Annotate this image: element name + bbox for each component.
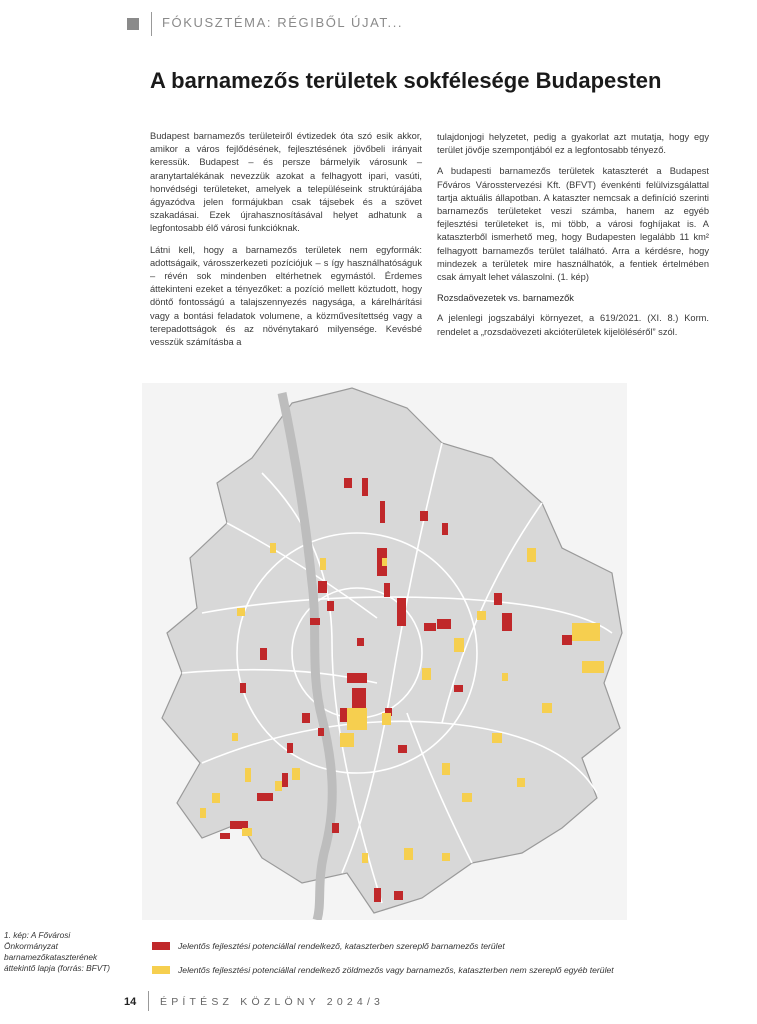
subheading: Rozsdaövezetek vs. barnamezők xyxy=(437,293,574,304)
other-development-area xyxy=(320,558,326,570)
other-development-area xyxy=(382,558,387,566)
brownfield-area xyxy=(260,648,267,660)
brownfield-area xyxy=(287,743,293,753)
brownfield-area xyxy=(384,583,390,597)
brownfield-area xyxy=(424,623,436,631)
other-development-area xyxy=(502,673,508,681)
brownfield-area xyxy=(230,821,248,829)
paragraph: Látni kell, hogy a barnamezős területek nem egyformák: adottságaik, városszerkezeti pozíciójuk – s így használhatóságuk – révén sok mindenben eltérhetnek egymástól. Érdemes áttekinteni ezeket a tényezőket: a pozíció mellett köztudott, hogy döntő fontosságú a talajszennyezés nagysága, a kárelhárítási vagy a bontási feladatok volumene, a közművesítettség vagy a terepadottságok és az növénytakaró milyensége. Kevésbé vesszük számításba a xyxy=(150,244,422,348)
other-development-area xyxy=(292,768,300,780)
other-development-area xyxy=(200,808,206,818)
brownfield-area xyxy=(220,833,230,839)
right-column xyxy=(437,131,709,347)
brownfield-area xyxy=(340,708,348,722)
other-development-area xyxy=(527,548,536,562)
brownfield-area xyxy=(310,618,320,625)
brownfield-area xyxy=(442,523,448,535)
budapest-brownfield-map xyxy=(142,383,627,920)
other-development-area xyxy=(477,611,486,620)
other-development-area xyxy=(454,638,464,652)
brownfield-area xyxy=(257,793,273,801)
header-divider xyxy=(151,12,152,36)
brownfield-area xyxy=(420,511,428,521)
brownfield-area xyxy=(397,598,406,626)
other-development-area xyxy=(542,703,552,713)
legend-swatch-yellow xyxy=(152,966,170,974)
legend-label: Jelentős fejlesztési potenciállal rendelkező, kataszterben szereplő barnamezős terület xyxy=(178,941,505,951)
brownfield-area xyxy=(374,888,381,902)
other-development-area xyxy=(347,708,367,730)
brownfield-area xyxy=(344,478,352,488)
brownfield-area xyxy=(332,823,339,833)
left-column xyxy=(150,130,422,357)
paragraph: A jelenlegi jogszabályi környezet, a 619/2021. (XI. 8.) Korm. rendelet a „rozsdaövezeti akcióterületek kijelöléséről” szól. xyxy=(437,313,709,337)
brownfield-area xyxy=(362,478,368,496)
brownfield-area xyxy=(380,501,385,523)
footer-divider xyxy=(148,991,149,1011)
other-development-area xyxy=(492,733,502,743)
other-development-area xyxy=(245,768,251,782)
other-development-area xyxy=(442,853,450,861)
other-development-area xyxy=(572,623,600,641)
brownfield-area xyxy=(282,773,288,787)
brownfield-area xyxy=(347,673,367,683)
figure-caption: 1. kép: A Fővárosi Önkormányzat barnamezőkataszterének áttekintő lapja (forrás: BFVT) xyxy=(4,930,111,973)
paragraph: tulajdonjogi helyzetet, pedig a gyakorlat azt mutatja, hogy egy terület jövője szempontjából ez a legfontosabb tényező. xyxy=(437,132,709,156)
other-development-area xyxy=(442,763,450,775)
brownfield-area xyxy=(240,683,246,693)
other-development-area xyxy=(422,668,431,680)
brownfield-area xyxy=(318,581,327,593)
other-development-area xyxy=(237,608,245,616)
brownfield-area xyxy=(327,601,334,611)
other-development-area xyxy=(382,713,391,725)
section-header: FÓKUSZTÉMA: RÉGIBŐL ÚJAT... xyxy=(162,15,404,30)
legend-swatch-red xyxy=(152,942,170,950)
brownfield-area xyxy=(562,635,572,645)
other-development-area xyxy=(270,543,276,553)
legend-item-brownfield xyxy=(152,941,505,951)
other-development-area xyxy=(582,661,604,673)
legend-label: Jelentős fejlesztési potenciállal rendelkező zöldmezős vagy barnamezős, kataszterben nem szereplő egyéb terület xyxy=(178,965,614,975)
brownfield-area xyxy=(502,613,512,631)
other-development-area xyxy=(212,793,220,803)
paragraph: Budapest barnamezős területeiről évtizedek óta szó esik akkor, amikor a város fejlődésének, fejlesztésének jövőbeli irányait keressük. Budapest – és persze bármelyik városunk – aranytartalékának nevezzük azokat a felhagyott ipari, vasúti, honvédségi területeket, amelyek a településeink struktúrájába ágyazódva jelen formájukban csak tájsebek és a szövet szakadásai. Ezek újrahasznosításával helyet adhatunk a legfontosabb élő városi funkcióknak. xyxy=(150,131,422,234)
publication-name: ÉPÍTÉSZ KÖZLÖNY 2024/3 xyxy=(160,996,385,1008)
brownfield-area xyxy=(394,891,403,900)
paragraph: A budapesti barnamezős területek kataszterét a Budapest Főváros Városstervezési Kft. (BFVT) évenkénti felülvizsgálattal tartja aktuális állapotban. A kataszter nemcsak a definíció szerinti barnamezős területeket veszi számba, hanem az egyéb fejlesztési területeket is, mi több, a városi foghíjakat is. A kataszterből ismerhető meg, hogy Budapesten legalább 11 km² felhagyott barnamezős terület található. Arra a kérdésre, hogy mindezek a területek mire használhatók, a fentiek értelmében csak ámyalt lehet válaszolni. (1. kép) xyxy=(437,166,709,283)
other-development-area xyxy=(275,781,282,791)
brownfield-area xyxy=(318,728,324,736)
brownfield-area xyxy=(398,745,407,753)
legend-item-other xyxy=(152,965,614,975)
other-development-area xyxy=(404,848,413,860)
brownfield-area xyxy=(454,685,463,692)
brownfield-area xyxy=(494,593,502,605)
other-development-area xyxy=(462,793,472,802)
other-development-area xyxy=(232,733,238,741)
other-development-area xyxy=(340,733,354,747)
other-development-area xyxy=(517,778,525,787)
brownfield-area xyxy=(437,619,451,629)
header-square xyxy=(127,18,139,30)
article-title: A barnamezős területek sokfélesége Budapesten xyxy=(150,68,662,93)
other-development-area xyxy=(242,828,252,836)
brownfield-area xyxy=(357,638,364,646)
brownfield-area xyxy=(352,688,366,710)
page-number: 14 xyxy=(124,996,137,1008)
other-development-area xyxy=(362,853,368,863)
brownfield-area xyxy=(302,713,310,723)
